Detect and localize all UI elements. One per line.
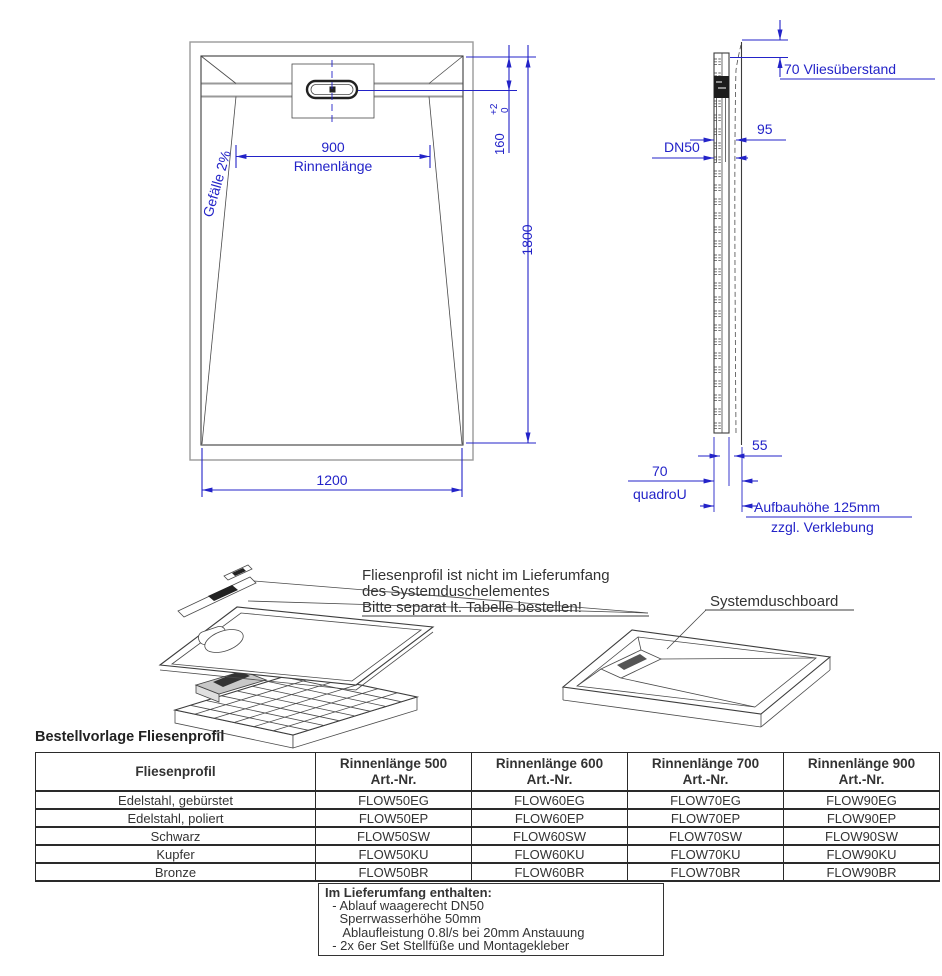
- col-header-700-line2: Art.-Nr.: [682, 771, 729, 787]
- article-number-cell: FLOW70BR: [628, 863, 784, 881]
- article-number-cell: FLOW50EP: [316, 809, 472, 827]
- scope-item: - Ablauf waagerecht DN50: [325, 898, 484, 914]
- board-top-face: [563, 630, 830, 714]
- col-header-900: [784, 753, 940, 792]
- board-layer: [160, 607, 433, 690]
- systemduschboard-view: [563, 593, 854, 727]
- article-number-cell: FLOW70KU: [628, 845, 784, 863]
- slope-label: Gefälle 2%: [199, 148, 234, 219]
- dim-width-value: 1200: [316, 472, 348, 488]
- dim-fleece-overhang-label: 70 Vliesüberstand: [784, 61, 897, 77]
- dim-width-1200: [202, 448, 462, 497]
- scope-item: Sperrwasserhöhe 50mm: [325, 911, 482, 927]
- dim-dn50-label: DN50: [664, 139, 700, 155]
- col-header-600-line1: Rinnenlänge 600: [495, 755, 604, 771]
- article-number-cell: FLOW60EP: [472, 809, 628, 827]
- profile-note: [248, 567, 649, 616]
- article-number-cell: FLOW90KU: [784, 845, 940, 863]
- table-header-row: [36, 753, 940, 792]
- article-number-cell: FLOW90EP: [784, 809, 940, 827]
- article-number-cell: FLOW60KU: [472, 845, 628, 863]
- scope-item: Ablaufleistung 0.8l/s bei 20mm Anstauung: [325, 924, 585, 940]
- side-bottom-extensions: [714, 437, 742, 512]
- scope-title: Im Lieferumfang enthalten:: [325, 885, 492, 900]
- dim-length-1800: [466, 45, 536, 443]
- table-row: [36, 845, 940, 863]
- article-number-cell: FLOW90SW: [784, 827, 940, 845]
- col-header-900-line2: Art.-Nr.: [838, 771, 885, 787]
- dim-95: [690, 121, 786, 140]
- table-row: [36, 791, 940, 809]
- table-title: Bestellvorlage Fliesenprofil: [35, 729, 225, 745]
- dim-70-quadrou: [628, 463, 758, 502]
- profile-name-cell: Edelstahl, gebürstet: [36, 791, 316, 809]
- side-hatch: [715, 56, 723, 430]
- dim-length-value: 1800: [519, 224, 535, 256]
- profile-note-line3: Bitte separat lt. Tabelle bestellen!: [362, 599, 582, 616]
- article-number-cell: FLOW60BR: [472, 863, 628, 881]
- col-header-600-line2: Art.-Nr.: [526, 771, 573, 787]
- dim-depth-160: [466, 45, 536, 155]
- profile-note-line2: des Systemduschelementes: [362, 583, 550, 600]
- col-header-700-line1: Rinnenlänge 700: [651, 755, 760, 771]
- table-row: [36, 827, 940, 845]
- col-header-600: [472, 753, 628, 792]
- dim-95-value: 95: [757, 121, 773, 137]
- side-fleece-lines: [735, 42, 742, 445]
- dim-70-value: 70: [652, 463, 668, 479]
- col-header-900-line1: Rinnenlänge 900: [807, 755, 916, 771]
- dim-dn50: [652, 139, 748, 158]
- profile-name-cell: Bronze: [36, 863, 316, 881]
- dim-depth-value: 160: [492, 133, 507, 155]
- article-number-cell: FLOW90EG: [784, 791, 940, 809]
- side-view: [628, 20, 935, 535]
- article-number-cell: FLOW90BR: [784, 863, 940, 881]
- dim-aufbauhoehe: [700, 499, 912, 535]
- col-header-500-line2: Art.-Nr.: [370, 771, 417, 787]
- height-note-line2: zzgl. Verklebung: [771, 519, 874, 535]
- dim-channel-length: [236, 139, 430, 174]
- article-number-cell: FLOW50EG: [316, 791, 472, 809]
- order-table: [35, 752, 940, 882]
- article-number-cell: FLOW50KU: [316, 845, 472, 863]
- dim-55: [698, 437, 782, 456]
- scope-item: - 2x 6er Set Stellfüße und Montagekleber: [325, 937, 570, 953]
- dim-55-value: 55: [752, 437, 768, 453]
- profile-name-cell: Kupfer: [36, 845, 316, 863]
- dim-fleece-overhang: [730, 20, 935, 79]
- profile-note-line1: Fliesenprofil ist nicht im Lieferumfang: [362, 567, 610, 584]
- profile-name-cell: Edelstahl, poliert: [36, 809, 316, 827]
- profile-name-cell: Schwarz: [36, 827, 316, 845]
- article-number-cell: FLOW60EG: [472, 791, 628, 809]
- article-number-cell: FLOW50BR: [316, 863, 472, 881]
- system-label-quadrou: quadroU: [633, 486, 687, 502]
- col-header-500-line1: Rinnenlänge 500: [339, 755, 448, 771]
- scope-of-delivery-box: [318, 883, 664, 956]
- height-note-line1: Aufbauhöhe 125mm: [754, 499, 881, 515]
- dim-depth-tol-plus: +2: [489, 103, 500, 115]
- exploded-view: [160, 565, 649, 748]
- col-header-500: [316, 753, 472, 792]
- dim-channel-length-value: 900: [321, 139, 345, 155]
- article-number-cell: FLOW70SW: [628, 827, 784, 845]
- article-number-cell: FLOW70EG: [628, 791, 784, 809]
- plan-view: [190, 42, 536, 497]
- article-number-cell: FLOW50SW: [316, 827, 472, 845]
- table-row: [36, 863, 940, 881]
- systemduschboard-label: Systemduschboard: [710, 593, 839, 610]
- col-header-700: [628, 753, 784, 792]
- dim-depth-tol-zero: 0: [500, 107, 511, 113]
- dim-channel-length-label: Rinnenlänge: [293, 158, 373, 174]
- article-number-cell: FLOW60SW: [472, 827, 628, 845]
- article-number-cell: FLOW70EP: [628, 809, 784, 827]
- table-row: [36, 809, 940, 827]
- col-header-fliesenprofil: Fliesenprofil: [36, 753, 316, 792]
